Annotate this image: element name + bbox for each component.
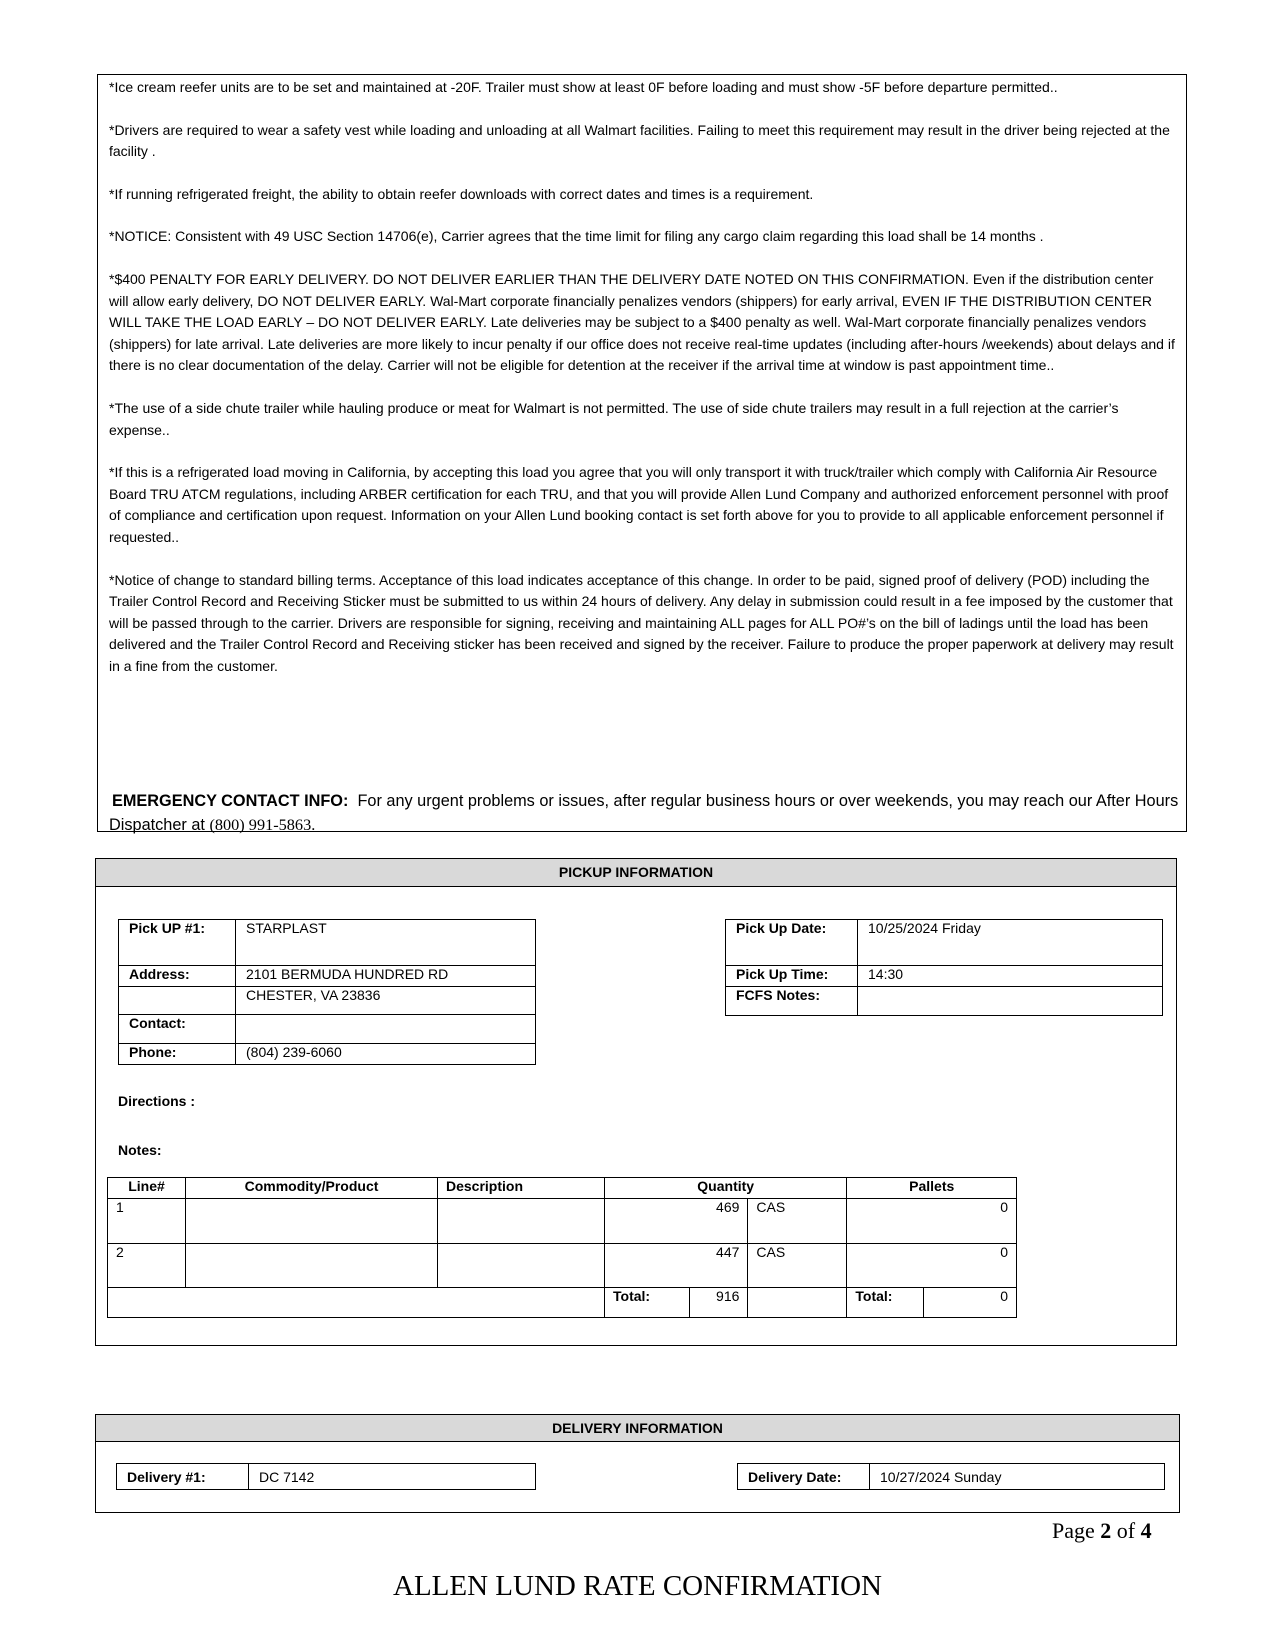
page-total: 4 — [1140, 1518, 1152, 1543]
pickup-schedule-table — [725, 919, 1163, 1016]
row-qty: 447 — [605, 1244, 748, 1288]
pickup-value: STARPLAST — [236, 920, 536, 966]
col-line: Line# — [108, 1178, 186, 1199]
total-unit-spacer — [748, 1288, 847, 1318]
row-unit: CAS — [748, 1199, 847, 1244]
table-row — [108, 1199, 1017, 1244]
phone-value: (804) 239-6060 — [236, 1044, 536, 1065]
page-number — [1052, 1518, 1152, 1544]
contact-label: Contact: — [119, 1015, 236, 1044]
total-qty-value: 916 — [690, 1288, 748, 1318]
col-description: Description — [438, 1178, 605, 1199]
row-pallets: 0 — [847, 1199, 1017, 1244]
delivery-location-table — [116, 1463, 536, 1490]
pickup-location-table — [118, 919, 536, 1065]
total-pallets-value: 0 — [924, 1288, 1017, 1318]
table-row — [108, 1244, 1017, 1288]
emergency-label: EMERGENCY CONTACT INFO: — [112, 792, 349, 810]
pickup-header: PICKUP INFORMATION — [96, 859, 1176, 887]
row-description — [438, 1244, 605, 1288]
delivery-date-value: 10/27/2024 Sunday — [870, 1464, 1165, 1490]
totals-spacer — [108, 1288, 605, 1318]
document-title: ALLEN LUND RATE CONFIRMATION — [393, 1570, 882, 1602]
row-qty: 469 — [605, 1199, 748, 1244]
address-line1: 2101 BERMUDA HUNDRED RD — [236, 966, 536, 987]
address-line2: CHESTER, VA 23836 — [236, 987, 536, 1015]
col-pallets: Pallets — [847, 1178, 1017, 1199]
col-quantity: Quantity — [605, 1178, 847, 1199]
row-line: 2 — [108, 1244, 186, 1288]
address-spacer — [119, 987, 236, 1015]
pickup-date-label: Pick Up Date: — [726, 920, 858, 966]
term-california-carb: *If this is a refrigerated load moving in California, by accepting this load you agree that you will only transport it with truck/trailer which comply with California Air Resource Board TRU ATCM regulations, including ARBER certification for each TRU, and that you will provide Allen Lund Company and authorized enforcement personnel with proof of compliance and certification upon request. Information on your Allen Lund booking contact is set forth above for you to provide to all applicable enforcement personnel if requested.. — [109, 464, 1169, 545]
pickup-date-value: 10/25/2024 Friday — [858, 920, 1163, 966]
totals-row — [108, 1288, 1017, 1318]
row-line: 1 — [108, 1199, 186, 1244]
notes-label: Notes: — [118, 1142, 162, 1158]
col-commodity: Commodity/Product — [186, 1178, 438, 1199]
pickup-time-value: 14:30 — [858, 966, 1163, 987]
total-qty-label: Total: — [605, 1288, 690, 1318]
delivery-value: DC 7142 — [249, 1464, 536, 1490]
row-description — [438, 1199, 605, 1244]
page-prefix: Page — [1052, 1518, 1101, 1543]
phone-label: Phone: — [119, 1044, 236, 1065]
page-of: of — [1111, 1518, 1141, 1543]
pickup-label: Pick UP #1: — [119, 920, 236, 966]
directions-label: Directions : — [118, 1093, 196, 1109]
term-cargo-claim: *NOTICE: Consistent with 49 USC Section 14706(e), Carrier agrees that the time limit for filing any cargo claim regarding this load shall be 14 months . — [109, 228, 1044, 245]
commodity-table — [107, 1177, 1017, 1318]
term-ice-cream: *Ice cream reefer units are to be set and maintained at -20F. Trailer must show at least 0F before loading and must show -5F before departure permitted.. — [109, 79, 1058, 95]
contact-value — [236, 1015, 536, 1044]
address-label: Address: — [119, 966, 236, 987]
term-billing-change: *Notice of change to standard billing terms. Acceptance of this load indicates acceptance of this change. In order to be paid, signed proof of delivery (POD) including the Trailer Control Record and Receiving Sticker must be submitted to us within 24 hours of delivery. Any delay in submission could result in a fee imposed by the customer that will be passed through to the carrier. Drivers are responsible for signing, receiving and maintaining ALL pages for ALL PO#’s on the bill of ladings until the load has been delivered and the Trailer Control Record and Receiving sticker has been received and signed by the receiver. Failure to produce the proper paperwork at delivery may result in a fine from the customer. — [109, 571, 1174, 674]
pickup-panel — [95, 858, 1177, 1346]
fcfs-label: FCFS Notes: — [726, 987, 858, 1016]
emergency-contact — [109, 789, 1179, 837]
emergency-text: For any urgent problems or issues, after regular business hours or over weekends, you may reach our After Hours Dispatcher at — [109, 792, 1179, 834]
delivery-date-table — [737, 1463, 1165, 1490]
row-commodity — [186, 1244, 438, 1288]
pickup-time-label: Pick Up Time: — [726, 966, 858, 987]
row-unit: CAS — [748, 1244, 847, 1288]
row-pallets: 0 — [847, 1244, 1017, 1288]
term-safety-vest: *Drivers are required to wear a safety vest while loading and unloading at all Walmart facilities. Failing to meet this requirement may result in the driver being rejected at the facility . — [109, 121, 1170, 160]
fcfs-value — [858, 987, 1163, 1016]
delivery-header: DELIVERY INFORMATION — [96, 1415, 1179, 1442]
delivery-label: Delivery #1: — [117, 1464, 249, 1490]
delivery-date-label: Delivery Date: — [738, 1464, 870, 1490]
page-current: 2 — [1100, 1518, 1112, 1543]
row-commodity — [186, 1199, 438, 1244]
term-early-delivery-penalty: *$400 PENALTY FOR EARLY DELIVERY. DO NOT DELIVER EARLIER THAN THE DELIVERY DATE NOTED ON THIS CONFIRMATION. Even if the distribution center will allow early delivery, DO NOT DELIVER EARLY. Wal-Mart corporate financially penalizes vendors (shippers) for early arrival, EVEN IF THE DISTRIBUTION CENTER WILL TAKE THE LOAD EARLY – DO NOT DELIVER EARLY. Late deliveries may be subject to a $400 penalty as well. Wal-Mart corporate financially penalizes vendors (shippers) for late arrival. Late deliveries are more likely to incur penalty if our office does not receive real-time updates (including after-hours /weekends) about delays and if there is no clear documentation of the delay. Carrier will not be eligible for detention at the receiver if the arrival time at window is past appointment time.. — [109, 270, 1175, 374]
term-reefer-downloads: *If running refrigerated freight, the ability to obtain reefer downloads with correct dates and times is a requirement. — [109, 185, 814, 202]
terms-box — [97, 74, 1187, 832]
term-side-chute: *The use of a side chute trailer while hauling produce or meat for Walmart is not permitted. The use of side chute trailers may result in a full rejection at the carrier’s expense.. — [109, 399, 1119, 438]
total-pallets-label: Total: — [847, 1288, 924, 1318]
delivery-panel — [95, 1414, 1180, 1513]
emergency-phone: (800) 991-5863. — [209, 815, 316, 834]
